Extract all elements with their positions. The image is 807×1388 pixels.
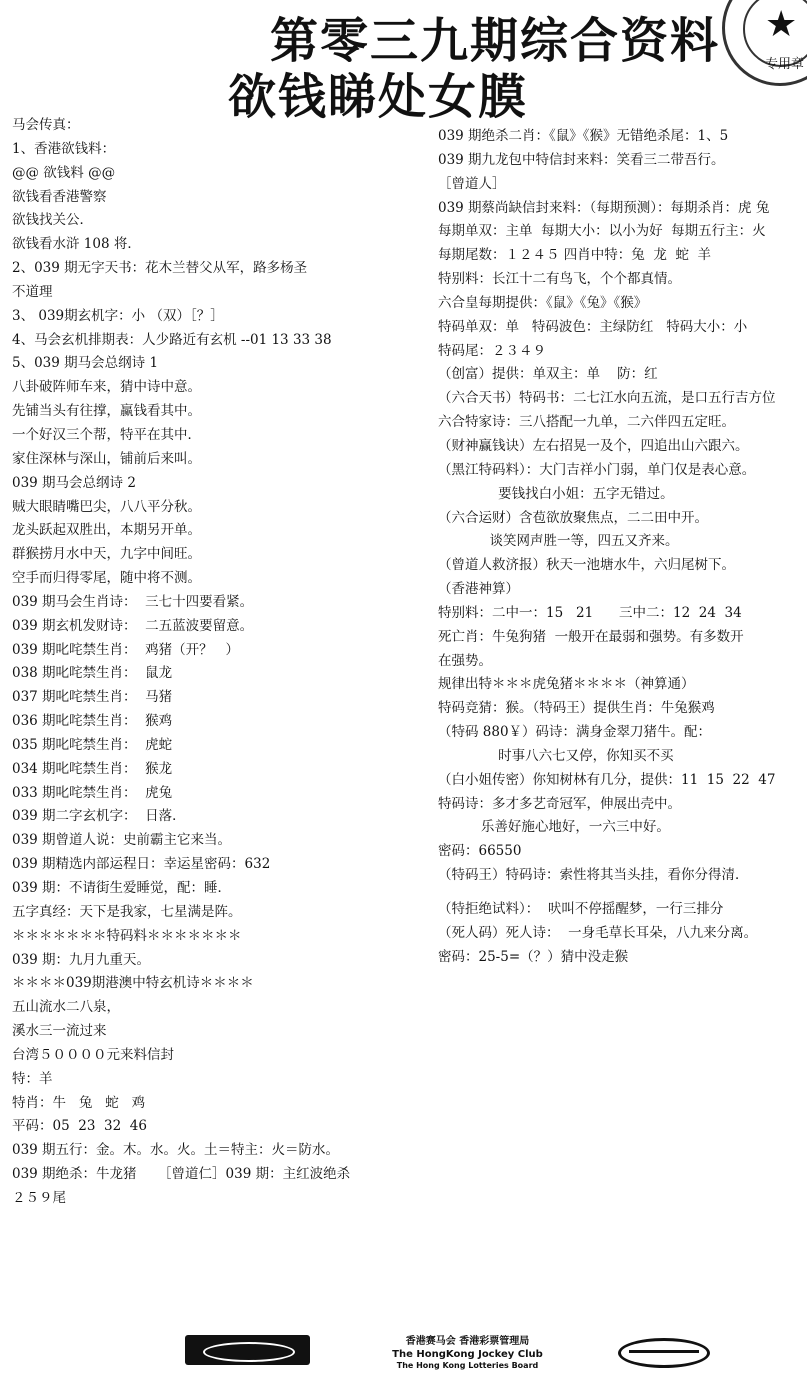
text-line: 039 期精选内部运程日：幸运星密码：632 bbox=[12, 856, 271, 873]
text-line: 八卦破阵师车来，猜中诗中意。 bbox=[12, 379, 201, 396]
text-line: 特码诗：多才多艺奇冠军，伸展出壳中。 bbox=[438, 795, 681, 812]
text-line: 034 期叱咤禁生肖： 猴龙 bbox=[12, 760, 173, 777]
text-line: ＊＊＊＊039期港澳中特玄机诗＊＊＊＊ bbox=[12, 975, 254, 992]
footer-jockey-club-logo bbox=[325, 1335, 610, 1370]
text-line: 台湾５００００元来料信封 bbox=[12, 1046, 174, 1063]
text-line: （特拒绝试料）： 吠叫不停摇醒梦，一行三排分 bbox=[438, 901, 724, 917]
text-line: 特码尾：２３４９ bbox=[438, 342, 546, 359]
text-line: 先铺当头有往撑，赢钱看其中。 bbox=[12, 403, 201, 420]
text-line: （白小姐传密）你知树林有几分，提供：11 15 22 47 bbox=[438, 771, 776, 788]
footer-logo-right bbox=[618, 1338, 710, 1368]
text-line: （六合运财）含苞欲放聚焦点，二二田中开。 bbox=[438, 509, 708, 526]
star-icon: ★ bbox=[765, 4, 798, 45]
text-line: 特码单双：单 特码波色：主绿防红 特码大小：小 bbox=[438, 318, 748, 335]
text-line: 欲钱看水浒 108 将． bbox=[12, 236, 141, 253]
text-line: 1、香港欲钱料： bbox=[12, 140, 116, 157]
text-line: 欲钱找关公． bbox=[12, 212, 93, 229]
text-line: 平码：05 23 32 46 bbox=[12, 1118, 147, 1135]
text-line: @@ 欲钱料 @@ bbox=[12, 164, 116, 181]
footer-org-en2: The Hong Kong Lotteries Board bbox=[396, 1361, 539, 1370]
text-line: 035 期叱咤禁生肖： 虎蛇 bbox=[12, 736, 173, 753]
text-line: 贼大眼睛嘴巴尖，八八平分秋。 bbox=[12, 498, 201, 515]
text-line: 039 期五行：金。木。水。火。土＝特主：火＝防水。 bbox=[12, 1142, 340, 1159]
text-line: （曾道人救济报）秋天一池塘水牛，六归尾树下。 bbox=[438, 557, 735, 574]
text-line: 规律出特＊＊＊虎兔猪＊＊＊＊（神算通） bbox=[438, 676, 695, 693]
page-title: 第零三九期综合资料 bbox=[270, 13, 721, 69]
text-line: （特码王）特码诗：索性将其当头挂，看你分得清． bbox=[438, 867, 749, 884]
text-line: 037 期叱咤禁生肖： 马猪 bbox=[12, 689, 173, 706]
text-line: 039 期绝杀二肖：《鼠》《猴》无错绝杀尾：1、5 bbox=[438, 128, 729, 144]
text-line: 特别料：长江十二有鸟飞，个个都真情。 bbox=[438, 271, 681, 288]
text-line: 039 期马会总纲诗 2 bbox=[12, 474, 136, 491]
seal-label: 专用章 bbox=[765, 57, 805, 72]
text-line: 六合皇每期提供：《鼠》《兔》《猴》 bbox=[438, 294, 648, 311]
text-line: 密码：66550 bbox=[438, 843, 522, 860]
text-line: 每期单双：主单 每期大小：以小为好 每期五行主：火 bbox=[438, 223, 766, 240]
text-line: 039 期九龙包中特信封来料：笑看三二带吾行。 bbox=[438, 151, 725, 168]
text-line: 039 期绝杀：牛龙猪 ［曾道仁］039 期：主红波绝杀 bbox=[12, 1166, 351, 1183]
text-line: 死亡肖：牛兔狗猪 一般开在最弱和强势。有多数开 bbox=[438, 628, 744, 645]
text-line: ２５９尾 bbox=[12, 1189, 66, 1206]
text-line: 特肖：牛 兔 蛇 鸡 bbox=[12, 1094, 146, 1111]
text-line: 密码：25-5=（？）猜中没走猴 bbox=[438, 948, 629, 965]
page-subtitle: 欲钱睇处女膜 bbox=[228, 69, 529, 125]
text-line: 五山流水二八泉， bbox=[12, 999, 120, 1016]
text-line: 在强势。 bbox=[438, 652, 492, 669]
text-line: （黑江特码料）：大门吉祥小门弱，单门仅是表心意。 bbox=[438, 461, 756, 478]
text-line: 要钱找白小姐：五字无错过。 bbox=[438, 485, 674, 502]
text-line: 033 期叱咤禁生肖： 虎兔 bbox=[12, 784, 173, 801]
text-line: 特：羊 bbox=[12, 1070, 53, 1087]
footer-org-en: The HongKong Jockey Club bbox=[392, 1349, 543, 1360]
text-line bbox=[438, 888, 807, 898]
footer-org-cn: 香港赛马会 香港彩票管理局 bbox=[405, 1336, 530, 1347]
text-line: 039 期二字玄机字： 日落． bbox=[12, 808, 186, 825]
right-column bbox=[438, 125, 807, 970]
text-line: 六合特家诗：三八搭配一九单，二六伴四五定旺。 bbox=[438, 414, 735, 431]
text-line: （死人码）死人诗： 一身毛草长耳朵，八九来分离。 bbox=[438, 924, 758, 941]
text-line: 4、马会玄机排期表：人少路近有玄机 --01 13 33 38 bbox=[12, 331, 332, 348]
text-line: 欲钱看香港警察 bbox=[12, 188, 107, 205]
left-column bbox=[12, 114, 412, 1211]
text-line: ［曾道人］ bbox=[438, 175, 506, 192]
text-line: 2、039 期无字天书：花木兰替父从军，路多杨圣 bbox=[12, 260, 308, 277]
text-line: 不道理 bbox=[12, 283, 53, 300]
text-line: 039 期：不请街生爱睡觉，配：睡． bbox=[12, 880, 232, 896]
text-line: 036 期叱咤禁生肖： 猴鸡 bbox=[12, 713, 173, 730]
text-line: 3、 039期玄机字：小 （双）［？］ bbox=[12, 307, 224, 324]
text-line: 乐善好施心地好，一六三中好。 bbox=[438, 819, 670, 836]
text-line: 龙头跃起双胜出，本期另开单。 bbox=[12, 522, 201, 539]
text-line: （创富）提供：单双主：单 防：红 bbox=[438, 366, 658, 383]
text-line: 家住深林与深山，铺前后来叫。 bbox=[12, 450, 201, 467]
text-line: 039 期叱咤禁生肖： 鸡猪（开？ ） bbox=[12, 641, 240, 658]
text-line: 特别料：二中一：15 21 三中二：12 24 34 bbox=[438, 604, 742, 621]
text-line: 空手而归得零尾，随中将不测。 bbox=[12, 570, 201, 587]
text-line: 马会传真： bbox=[12, 117, 80, 133]
text-line: （香港神算） bbox=[438, 581, 519, 598]
text-line: （特码 880￥）码诗：满身金翠刀猪牛。配： bbox=[438, 724, 712, 741]
text-line: 039 期蔡尚缺信封来料：（每期预测）：每期杀肖：虎 兔 bbox=[438, 199, 770, 216]
text-line: （六合天书）特码书：二七江水向五流，是口五行吉方位 bbox=[438, 390, 776, 407]
official-seal bbox=[722, 0, 807, 86]
text-line: 039 期：九月九重天。 bbox=[12, 951, 151, 968]
text-line: 谈笑网声胜一等，四五又齐来。 bbox=[438, 533, 679, 550]
text-line: 溪水三一流过来 bbox=[12, 1023, 107, 1040]
text-line: 特码竞猜：猴。（特码王）提供生肖：牛兔猴鸡 bbox=[438, 700, 715, 717]
text-line: 038 期叱咤禁生肖： 鼠龙 bbox=[12, 665, 173, 682]
text-line: 时事八六七又停，你知买不买 bbox=[438, 747, 674, 764]
text-line: 每期尾数：１２４５ 四肖中特：兔 龙 蛇 羊 bbox=[438, 247, 712, 264]
text-line: 039 期曾道人说：史前霸主它来当。 bbox=[12, 832, 232, 849]
text-line: 039 期玄机发财诗： 二五蓝波要留意。 bbox=[12, 617, 254, 634]
text-line: 一个好汉三个帮，特平在其中． bbox=[12, 426, 201, 443]
text-line: 039 期马会生肖诗： 三七十四要看紧。 bbox=[12, 593, 254, 610]
text-line: 五字真经：天下是我家，七星满是阵。 bbox=[12, 903, 242, 920]
text-line: 群猴捞月水中天，九字中间旺。 bbox=[12, 546, 201, 563]
text-line: 5、039 期马会总纲诗 1 bbox=[12, 355, 159, 372]
footer-logo-left bbox=[185, 1335, 310, 1365]
text-line: ＊＊＊＊＊＊＊特码料＊＊＊＊＊＊＊ bbox=[12, 927, 242, 944]
text-line: （财神赢钱诀）左右招晃一及个，四追出山六跟六。 bbox=[438, 437, 749, 454]
